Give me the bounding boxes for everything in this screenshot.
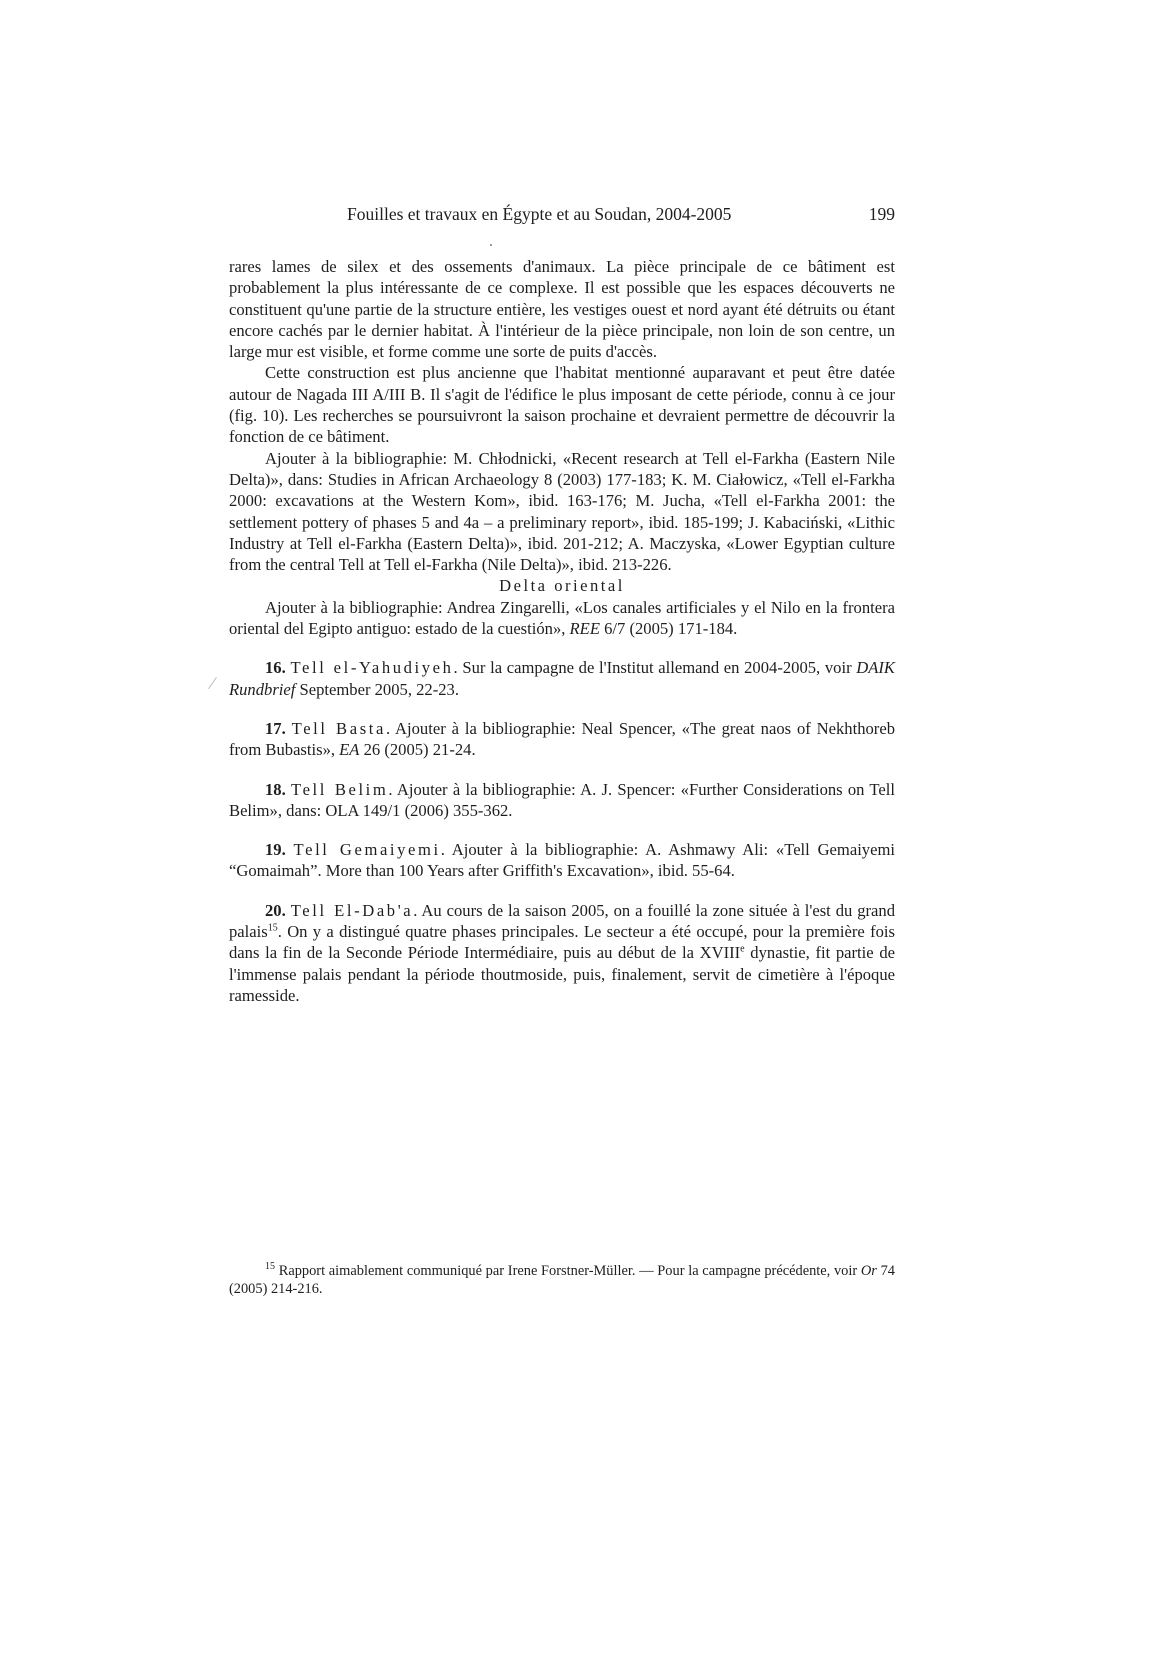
entry-16-text-a: . Sur la campagne de l'Institut allemand en 2004-2005, voir — [453, 658, 857, 678]
entry-18 — [229, 779, 895, 822]
entry-18-text-a: . Ajouter à la bibliographie: A. J. Spencer: «Further Considerations on Tell Belim», dans: OLA 149/1 (2006) 355-362. — [229, 779, 895, 820]
entry-19-text-a: . Ajouter à la bibliographie: A. Ashmawy Ali: «Tell Gemaiyemi “Gomaimah”. More than 100 Years after Griffith's Excavation», ibid. 55-64. — [229, 840, 895, 881]
footnote-mark: 15 — [265, 1261, 275, 1273]
scan-mark — [208, 677, 217, 689]
entry-17-number: 17. — [265, 718, 286, 738]
section-intro-text-a: Ajouter à la bibliographie: Andrea Zingarelli, «Los canales artificiales y el Nilo en la frontera oriental del Egipto antiguo: estado de la cuestión», — [229, 597, 895, 639]
ordinal-superscript: e — [740, 943, 745, 955]
entry-19 — [229, 839, 895, 882]
entry-20-site: Tell El-Dab'a — [290, 900, 414, 920]
entry-17-text-b: 26 (2005) 21-24. — [359, 740, 476, 760]
section-intro-journal: REE — [569, 619, 600, 639]
scan-speck — [490, 244, 492, 246]
entry-20-number: 20. — [265, 900, 286, 920]
running-title: Fouilles et travaux en Égypte et au Soudan, 2004-2005 — [347, 204, 732, 224]
page-number: 199 — [868, 204, 895, 224]
entry-18-site: Tell Belim — [291, 779, 389, 799]
entry-17-site: Tell Basta — [291, 718, 386, 738]
footnote-text-a: Rapport aimablement communiqué par Irene Forstner-Müller. — Pour la campagne précédente, voir — [275, 1263, 861, 1279]
footnote-text-b: 74 (2005) 214-216. — [229, 1263, 895, 1297]
section-heading: Delta oriental — [499, 576, 625, 596]
entry-20-text-a: . Au cours de la saison 2005, on a fouillé la zone située à l'est du grand palais — [229, 900, 895, 942]
entry-20-text-c: dynastie, fit partie de l'immense palais pendant la période thoutmoside, puis, finalement, servit de cimetière à l'époque ramesside. — [229, 943, 895, 1005]
footnote-reference[interactable]: 15 — [267, 922, 278, 934]
paragraph-1: rares lames de silex et des ossements d'animaux. La pièce principale de ce bâtiment est probablement la plus intéressante de ce complexe. Il est possible que les espaces découverts ne constituent qu'une partie de la structure entière, les vestiges ouest et nord ayant été détruits ou étant encore cachés par le dernier habitat. À l'intérieur de la pièce principale, non loin de son centre, un large mur est visible, et forme comme une sorte de puits d'accès. — [229, 257, 895, 362]
footnote-journal: Or — [860, 1263, 877, 1279]
entry-16-text-b: September 2005, 22-23. — [295, 679, 459, 699]
entry-19-site: Tell Gemaiyemi — [293, 840, 441, 860]
footnote-15 — [229, 1262, 895, 1298]
entry-16-number: 16. — [265, 658, 286, 678]
entry-17-text-a: . Ajouter à la bibliographie: Neal Spencer, «The great naos of Nekhthoreb from Bubastis», — [229, 718, 895, 760]
running-header — [229, 204, 895, 228]
entry-20 — [229, 900, 895, 1006]
paragraph-bibliography: Ajouter à la bibliographie: M. Chłodnicki, «Recent research at Tell el-Farkha (Eastern Nile Delta)», dans: Studies in African Archaeology 8 (2003) 177-183; K. M. Ciałowicz, «Tell el-Farkha 2000: excavations at the Western Kom», ibid. 163-176; M. Jucha, «Tell el-Farkha 2001: the settlement pottery of phases 5 and 4a – a preliminary report», ibid. 185-199; J. Kabaciński, «Lithic Industry at Tell el-Farkha (Eastern Delta)», ibid. 201-212; A. Maczyska, «Lower Egyptian culture from the central Tell at Tell el-Farkha (Nile Delta)», ibid. 213-226. — [229, 448, 895, 575]
body-text — [229, 256, 895, 1006]
entry-16 — [229, 657, 895, 700]
entry-20-text-b: . On y a distingué quatre phases principales. Le secteur a été occupé, pour la première fois dans la fin de la Seconde Période Intermédiaire, puis au début de la XVIII — [229, 922, 895, 963]
entry-19-number: 19. — [265, 840, 286, 860]
entry-17 — [229, 718, 895, 761]
section-intro-text-b: 6/7 (2005) 171-184. — [599, 619, 738, 639]
entry-17-journal: EA — [339, 740, 360, 760]
entry-16-journal: DAIK Rundbrief — [229, 658, 895, 699]
entry-18-number: 18. — [265, 779, 286, 799]
footnote — [229, 1262, 895, 1298]
entry-16-site: Tell el-Yahudiyeh — [290, 658, 454, 678]
paragraph-2: Cette construction est plus ancienne que l'habitat mentionné auparavant et peut être datée autour de Nagada III A/III B. Il s'agit de l'édifice le plus imposant de cette période, connu à ce jour (fig. 10). Les recherches se poursuivront la saison prochaine et devraient permettre de découvrir la fonction de ce bâtiment. — [229, 363, 895, 447]
section-intro — [229, 597, 895, 640]
